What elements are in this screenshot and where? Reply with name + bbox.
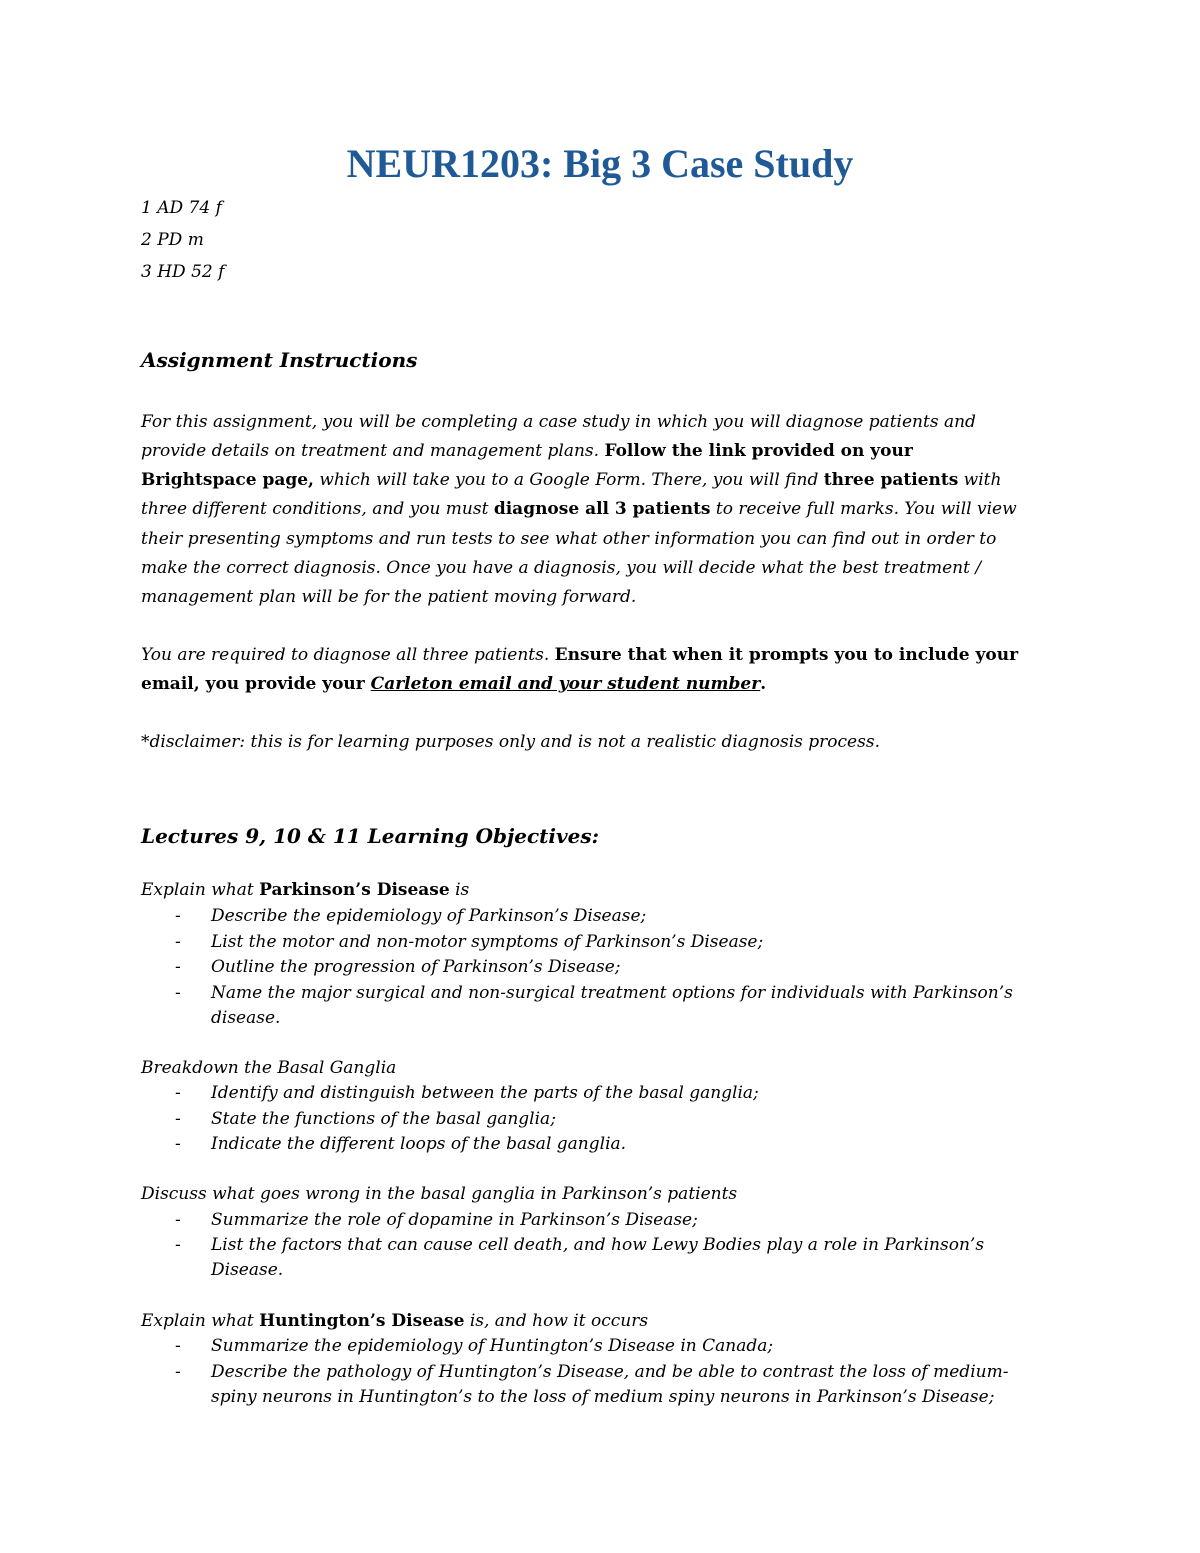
instructions-line: Brightspace page, which will take you to a Google Form. There, you will find three patients with	[141, 470, 1002, 490]
objective-item: List the motor and non-motor symptoms of Parkinson’s Disease;	[211, 932, 764, 952]
page-title: NEUR1203: Big 3 Case Study	[346, 141, 854, 186]
instructions-line: For this assignment, you will be completing a case study in which you will diagnose patients and	[141, 412, 976, 432]
instructions-line: three different conditions, and you must diagnose all 3 patients to receive full marks. You will view	[141, 499, 1017, 519]
objective-item: List the factors that can cause cell death, and how Lewy Bodies play a role in Parkinson’s	[211, 1235, 985, 1255]
bullet-dash: -	[175, 1083, 181, 1103]
objective-item: Outline the progression of Parkinson’s Disease;	[211, 957, 621, 977]
bullet-dash: -	[175, 1134, 181, 1154]
instructions-line: provide details on treatment and management plans. Follow the link provided on your	[141, 441, 913, 461]
objective-item: Describe the pathology of Huntington’s Disease, and be able to contrast the loss of medium-	[211, 1362, 1009, 1382]
bullet-dash: -	[175, 906, 181, 926]
bullet-dash: -	[175, 1336, 181, 1356]
bullet-dash: -	[175, 983, 181, 1003]
objective-item: Indicate the different loops of the basal ganglia.	[211, 1134, 627, 1154]
objective-group-title: Breakdown the Basal Ganglia	[141, 1058, 397, 1078]
objective-item: State the functions of the basal ganglia;	[211, 1109, 556, 1129]
objective-item: Identify and distinguish between the parts of the basal ganglia;	[211, 1083, 759, 1103]
objective-item: Summarize the role of dopamine in Parkinson’s Disease;	[211, 1210, 698, 1230]
objective-item: Summarize the epidemiology of Huntington’s Disease in Canada;	[211, 1336, 774, 1356]
instructions-line: management plan will be for the patient moving forward.	[141, 587, 637, 607]
objective-item-continued: spiny neurons in Huntington’s to the loss of medium spiny neurons in Parkinson’s Disease;	[211, 1387, 995, 1407]
bullet-dash: -	[175, 1235, 181, 1255]
instructions-line: email, you provide your Carleton email and your student number.	[141, 674, 767, 694]
bullet-dash: -	[175, 957, 181, 977]
patient-line-1: 1 AD 74 f	[141, 198, 222, 218]
bullet-dash: -	[175, 932, 181, 952]
patient-line-2: 2 PD m	[141, 230, 204, 250]
objective-group-title: Explain what Huntington’s Disease is, and how it occurs	[141, 1311, 649, 1331]
objective-item: Describe the epidemiology of Parkinson’s Disease;	[211, 906, 647, 926]
instructions-line: their presenting symptoms and run tests to see what other information you can find out in order to	[141, 529, 997, 549]
objective-group-title: Discuss what goes wrong in the basal ganglia in Parkinson’s patients	[141, 1184, 738, 1204]
objective-item-continued: disease.	[211, 1008, 281, 1028]
bullet-dash: -	[175, 1210, 181, 1230]
patient-line-3: 3 HD 52 f	[141, 262, 225, 282]
objective-group-title: Explain what Parkinson’s Disease is	[141, 880, 470, 900]
bullet-dash: -	[175, 1362, 181, 1382]
carleton-email-link: Carleton email and your student number	[370, 674, 761, 694]
objective-item: Name the major surgical and non-surgical treatment options for individuals with Parkinson’s	[211, 983, 1013, 1003]
instructions-line: You are required to diagnose all three patients. Ensure that when it prompts you to include your	[141, 645, 1019, 665]
instructions-heading: Assignment Instructions	[141, 348, 418, 372]
objective-item-continued: Disease.	[211, 1260, 284, 1280]
objectives-heading: Lectures 9, 10 & 11 Learning Objectives:	[141, 824, 599, 848]
disclaimer: *disclaimer: this is for learning purposes only and is not a realistic diagnosis process.	[141, 732, 880, 752]
bullet-dash: -	[175, 1109, 181, 1129]
instructions-line: make the correct diagnosis. Once you have a diagnosis, you will decide what the best treatment /	[141, 558, 982, 578]
